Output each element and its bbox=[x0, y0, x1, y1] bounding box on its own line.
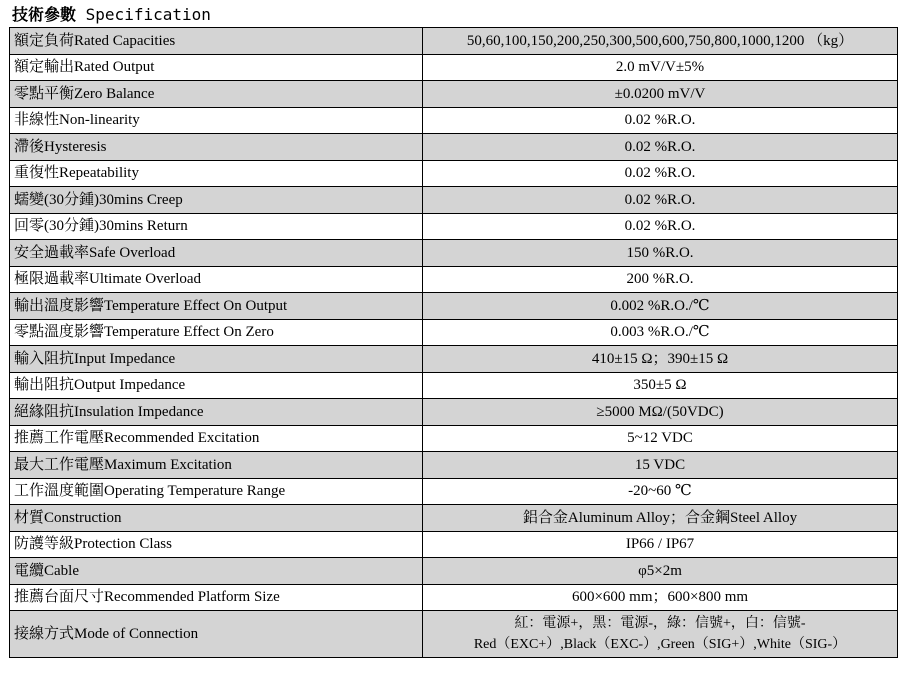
spec-label: 絕緣阻抗Insulation Impedance bbox=[10, 399, 423, 426]
spec-label: 工作溫度範圍Operating Temperature Range bbox=[10, 478, 423, 505]
spec-label: 重復性Repeatability bbox=[10, 160, 423, 187]
spec-value: 410±15 Ω；390±15 Ω bbox=[423, 346, 898, 373]
spec-value: 0.02 %R.O. bbox=[423, 213, 898, 240]
spec-value: 350±5 Ω bbox=[423, 372, 898, 399]
spec-label: 輸出阻抗Output Impedance bbox=[10, 372, 423, 399]
spec-label: 額定輸出Rated Output bbox=[10, 54, 423, 81]
spec-label: 接線方式Mode of Connection bbox=[10, 611, 423, 658]
spec-value: 0.02 %R.O. bbox=[423, 134, 898, 161]
spec-row bbox=[10, 372, 898, 399]
spec-title bbox=[12, 4, 211, 26]
spec-value: ≥5000 MΩ/(50VDC) bbox=[423, 399, 898, 426]
spec-row bbox=[10, 240, 898, 267]
spec-label: 零點溫度影響Temperature Effect On Zero bbox=[10, 319, 423, 346]
spec-row bbox=[10, 505, 898, 532]
spec-label: 輸出溫度影響Temperature Effect On Output bbox=[10, 293, 423, 320]
spec-row bbox=[10, 213, 898, 240]
spec-label: 零點平衡Zero Balance bbox=[10, 81, 423, 108]
spec-title-cn: 技術參數 bbox=[12, 5, 77, 24]
spec-value: φ5×2m bbox=[423, 558, 898, 585]
spec-label: 蠕變(30分鍾)30mins Creep bbox=[10, 187, 423, 214]
spec-value: 0.002 %R.O./℃ bbox=[423, 293, 898, 320]
spec-row bbox=[10, 107, 898, 134]
spec-row bbox=[10, 160, 898, 187]
spec-value: 0.02 %R.O. bbox=[423, 187, 898, 214]
spec-row bbox=[10, 558, 898, 585]
spec-label: 滯後Hysteresis bbox=[10, 134, 423, 161]
spec-label: 額定負荷Rated Capacities bbox=[10, 28, 423, 55]
spec-label: 最大工作電壓Maximum Excitation bbox=[10, 452, 423, 479]
spec-row bbox=[10, 54, 898, 81]
spec-table bbox=[9, 27, 898, 658]
spec-row bbox=[10, 584, 898, 611]
spec-row bbox=[10, 28, 898, 55]
spec-label: 非線性Non-linearity bbox=[10, 107, 423, 134]
spec-value: 50,60,100,150,200,250,300,500,600,750,800,1000,1200 （kg） bbox=[423, 28, 898, 55]
spec-row bbox=[10, 187, 898, 214]
spec-table-body bbox=[10, 28, 898, 658]
connection-line-cn: 紅：電源+，黑：電源-，綠：信號+，白：信號- bbox=[514, 616, 806, 631]
spec-row bbox=[10, 134, 898, 161]
spec-label: 輸入阻抗Input Impedance bbox=[10, 346, 423, 373]
spec-row bbox=[10, 346, 898, 373]
connection-line-en: Red（EXC+）,Black（EXC-）,Green（SIG+）,White（SIG-） bbox=[473, 637, 847, 652]
spec-row bbox=[10, 266, 898, 293]
spec-label: 極限過載率Ultimate Overload bbox=[10, 266, 423, 293]
spec-value: IP66 / IP67 bbox=[423, 531, 898, 558]
spec-value: 0.003 %R.O./℃ bbox=[423, 319, 898, 346]
spec-value: 150 %R.O. bbox=[423, 240, 898, 267]
spec-value: 鋁合金Aluminum Alloy；合金鋼Steel Alloy bbox=[423, 505, 898, 532]
spec-value: 5~12 VDC bbox=[423, 425, 898, 452]
spec-label: 推薦台面尺寸Recommended Platform Size bbox=[10, 584, 423, 611]
spec-title-en: Specification bbox=[85, 5, 211, 24]
spec-label: 防護等級Protection Class bbox=[10, 531, 423, 558]
spec-label: 電纜Cable bbox=[10, 558, 423, 585]
spec-row bbox=[10, 293, 898, 320]
spec-row bbox=[10, 81, 898, 108]
spec-value: -20~60 ℃ bbox=[423, 478, 898, 505]
spec-value: 200 %R.O. bbox=[423, 266, 898, 293]
spec-row bbox=[10, 531, 898, 558]
spec-row bbox=[10, 319, 898, 346]
spec-value: 0.02 %R.O. bbox=[423, 107, 898, 134]
spec-value: 600×600 mm；600×800 mm bbox=[423, 584, 898, 611]
spec-label: 安全過載率Safe Overload bbox=[10, 240, 423, 267]
spec-value: 0.02 %R.O. bbox=[423, 160, 898, 187]
spec-value bbox=[423, 611, 898, 658]
spec-value: 2.0 mV/V±5% bbox=[423, 54, 898, 81]
spec-value: 15 VDC bbox=[423, 452, 898, 479]
spec-row-connection bbox=[10, 611, 898, 658]
spec-value: ±0.0200 mV/V bbox=[423, 81, 898, 108]
spec-row bbox=[10, 452, 898, 479]
spec-label: 回零(30分鍾)30mins Return bbox=[10, 213, 423, 240]
spec-label: 推薦工作電壓Recommended Excitation bbox=[10, 425, 423, 452]
spec-label: 材質Construction bbox=[10, 505, 423, 532]
spec-row bbox=[10, 478, 898, 505]
spec-row bbox=[10, 425, 898, 452]
spec-row bbox=[10, 399, 898, 426]
